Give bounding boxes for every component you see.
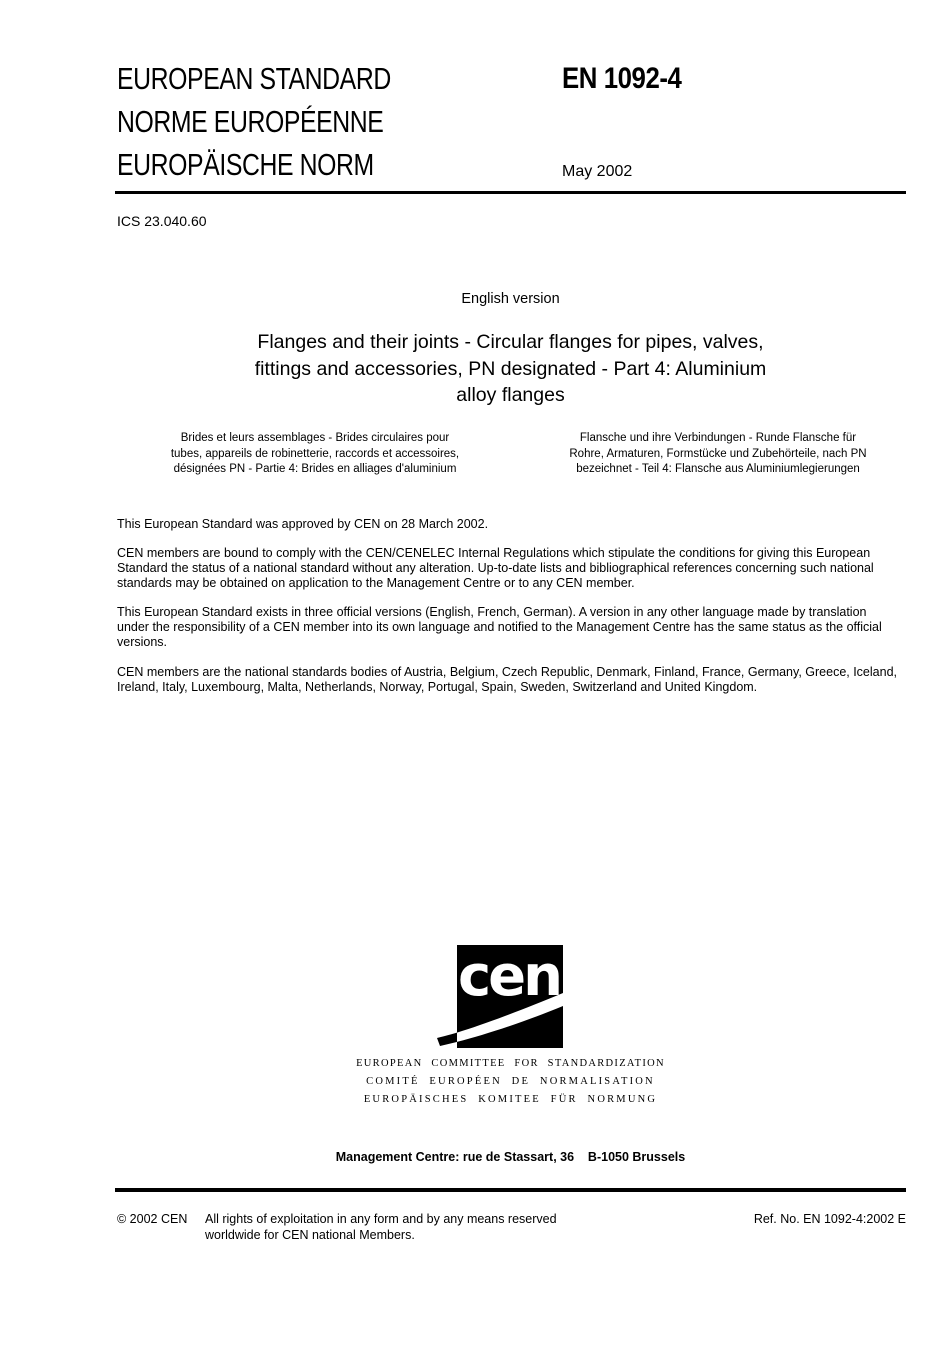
versions-paragraph: This European Standard exists in three official versions (English, French, German). A version in any other language made by translation under the responsibility of a CEN member into its own language and notified to the Management Centre has the same status as the official versions. [117,605,882,649]
regulations-paragraph: CEN members are bound to comply with the CEN/CENELEC Internal Regulations which stipulate the conditions for giving this European Standard the status of a national standard without any alteration. Up-to-date lists and bibliographical references concerning such national standards may be obtained on application to the Management Centre or to any CEN member. [117,546,874,590]
subtitle-fr-line: Brides et leurs assemblages - Brides circulaires pour [180,432,450,444]
title-line: alloy flanges [456,384,565,406]
members-paragraph: CEN members are the national standards bodies of Austria, Belgium, Czech Republic, Denmark, Finland, France, Germany, Greece, Iceland, Ireland, Italy, Luxembourg, Malta, Netherlands, Norway, Portugal, Spain, Sweden, Switzerland and United Kingdom. [117,665,897,694]
rights-line: worldwide for CEN national Members. [205,1227,415,1242]
subtitle-french [115,431,515,478]
org-title-de: EUROPÄISCHE NORM [117,147,374,182]
approval-paragraph: This European Standard was approved by CEN on 28 March 2002. [117,517,489,531]
subtitle-de-line: bezeichnet - Teil 4: Flansche aus Aluminiumlegierungen [576,463,860,475]
reference-number: Ref. No. EN 1092-4:2002 E [753,1212,906,1226]
title-line: fittings and accessories, PN designated - Part 4: Aluminium [254,357,767,380]
rights-line: All rights of exploitation in any form and by any means reserved [205,1212,557,1226]
subtitle-de-line: Flansche und ihre Verbindungen - Runde Flansche für [579,432,857,444]
subtitle-german [528,431,908,478]
standard-number: EN 1092-4 [562,62,682,95]
committee-line-de: EUROPÄISCHES KOMITEE FÜR NORMUNG [363,1094,658,1105]
publication-date: May 2002 [562,163,633,180]
title-line: Flanges and their joints - Circular flanges for pipes, valves, [257,331,764,353]
org-title-fr: NORME EUROPÉENNE [117,104,384,139]
committee-line-fr: COMITÉ EUROPÉEN DE NORMALISATION [366,1076,655,1087]
subtitle-fr-line: tubes, appareils de robinetterie, raccords et accessoires, [170,447,460,460]
rights-statement [205,1212,557,1243]
cen-logo-text: cen [457,944,561,1009]
footer-divider [115,1188,906,1192]
document-title [115,329,906,409]
management-centre-address: Management Centre: rue de Stassart, 36 B-1050 Brussels [335,1150,686,1164]
subtitle-fr-line: désignées PN - Partie 4: Brides en alliages d'aluminium [173,463,457,475]
header-divider [115,191,906,194]
version-label: English version [461,291,560,307]
copyright-notice: © 2002 CEN [117,1212,188,1226]
org-title-en: EUROPEAN STANDARD [117,61,391,96]
subtitle-de-line: Rohre, Armaturen, Formstücke und Zubehörteile, nach PN [569,447,867,460]
committee-line-en: EUROPEAN COMMITTEE FOR STANDARDIZATION [356,1058,665,1069]
cen-logo [437,941,567,1051]
ics-code: ICS 23.040.60 [117,213,207,229]
